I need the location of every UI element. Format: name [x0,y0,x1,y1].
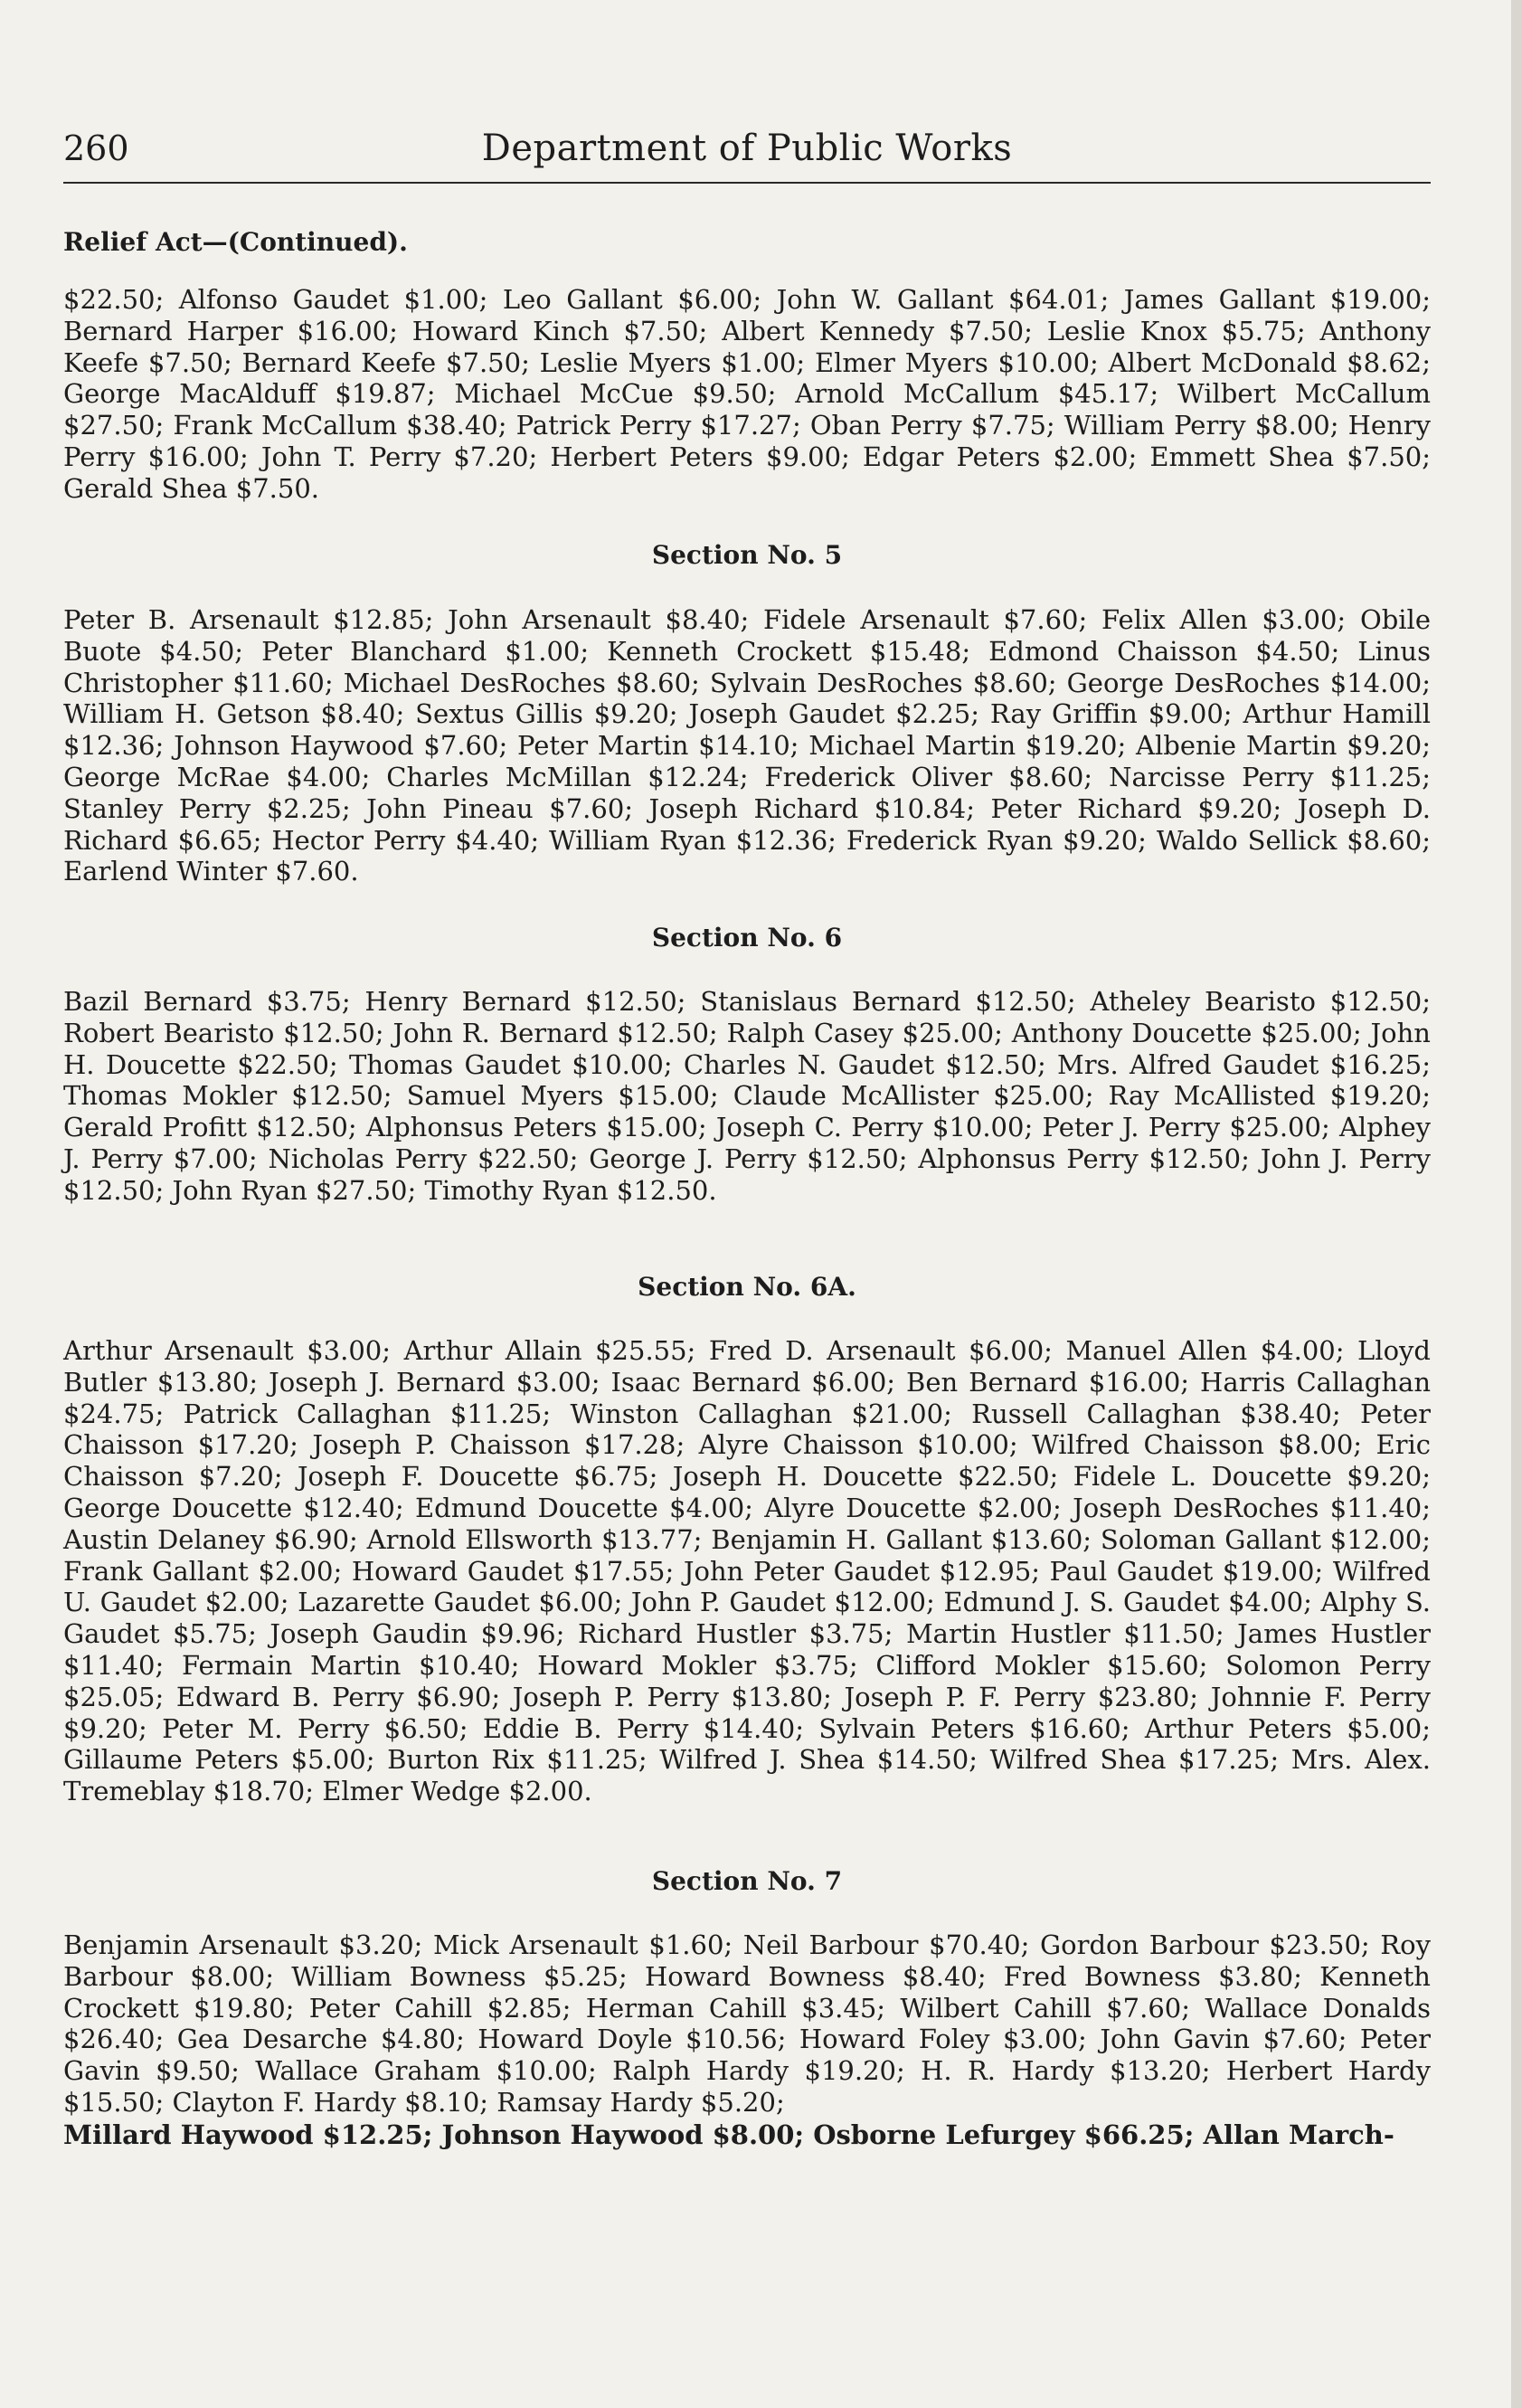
page-edge [1511,0,1522,2408]
act-heading: Relief Act—(Continued). [63,227,408,257]
section-heading-6a: Section No. 6A. [638,1272,856,1302]
section-heading-5: Section No. 5 [651,540,843,570]
section-6-paragraph: Bazil Bernard $3.75; Henry Bernard $12.50; Stanislaus Bernard $12.50; Atheley Bearisto $12.50; Robert Bearisto $12.50; John R. Bernard $12.50; Ralph Casey $25.00; Anthony Doucette $25.00; John H. Doucette $22.50; Thomas Gaudet $10.00; Charles N. Gaudet $12.50; Mrs. Alfred Gaudet $16.25; Thomas Mokler $12.50; Samuel Myers $15.00; Claude McAllister $25.00; Ray McAllisted $19.20; Gerald Profitt $12.50; Alphonsus Peters $15.00; Joseph C. Perry $10.00; Peter J. Perry $25.00; Alphey J. Perry $7.00; Nicholas Perry $22.50; George J. Perry $12.50; Alphonsus Perry $12.50; John J. Perry $12.50; John Ryan $27.50; Timothy Ryan $12.50. [63,986,1431,1206]
section-7-paragraph: Benjamin Arsenault $3.20; Mick Arsenault $1.60; Neil Barbour $70.40; Gordon Barbour $23.50; Roy Barbour $8.00; William Bowness $5.25; Howard Bowness $8.40; Fred Bowness $3.80; Kenneth Crockett $19.80; Peter Cahill $2.85; Herman Cahill $3.45; Wilbert Cahill $7.60; Wallace Donalds $26.40; Gea Desarche $4.80; Howard Doyle $10.56; Howard Foley $3.00; John Gavin $7.60; Peter Gavin $9.50; Wallace Graham $10.00; Ralph Hardy $19.20; H. R. Hardy $13.20; Herbert Hardy $15.50; Clayton F. Hardy $8.10; Ramsay Hardy $5.20; [63,1929,1431,2118]
page-header [63,122,1431,175]
running-title: Department of Public Works [481,128,1013,169]
page-number: 260 [63,128,129,168]
section-7-last-line: Millard Haywood $12.25; Johnson Haywood $8.00; Osborne Lefurgey $66.25; Allan March- [63,2119,1394,2150]
section-heading-7: Section No. 7 [651,1866,843,1896]
intro-paragraph: $22.50; Alfonso Gaudet $1.00; Leo Gallant $6.00; John W. Gallant $64.01; James Gallant $19.00; Bernard Harper $16.00; Howard Kinch $7.50; Albert Kennedy $7.50; Leslie Knox $5.75; Anthony Keefe $7.50; Bernard Keefe $7.50; Leslie Myers $1.00; Elmer Myers $10.00; Albert McDonald $8.62; George MacAlduff $19.87; Michael McCue $9.50; Arnold McCallum $45.17; Wilbert McCallum $27.50; Frank McCallum $38.40; Patrick Perry $17.27; Oban Perry $7.75; William Perry $8.00; Henry Perry $16.00; John T. Perry $7.20; Herbert Peters $9.00; Edgar Peters $2.00; Emmett Shea $7.50; Gerald Shea $7.50. [63,284,1431,504]
section-heading-6: Section No. 6 [651,923,843,953]
header-rule [63,182,1431,184]
section-5-paragraph: Peter B. Arsenault $12.85; John Arsenault $8.40; Fidele Arsenault $7.60; Felix Allen $3.00; Obile Buote $4.50; Peter Blanchard $1.00; Kenneth Crockett $15.48; Edmond Chaisson $4.50; Linus Christopher $11.60; Michael DesRoches $8.60; Sylvain DesRoches $8.60; George DesRoches $14.00; William H. Getson $8.40; Sextus Gillis $9.20; Joseph Gaudet $2.25; Ray Griffin $9.00; Arthur Hamill $12.36; Johnson Haywood $7.60; Peter Martin $14.10; Michael Martin $19.20; Albenie Martin $9.20; George McRae $4.00; Charles McMillan $12.24; Frederick Oliver $8.60; Narcisse Perry $11.25; Stanley Perry $2.25; John Pineau $7.60; Joseph Richard $10.84; Peter Richard $9.20; Joseph D. Richard $6.65; Hector Perry $4.40; William Ryan $12.36; Frederick Ryan $9.20; Waldo Sellick $8.60; Earlend Winter $7.60. [63,604,1431,887]
section-6a-paragraph: Arthur Arsenault $3.00; Arthur Allain $25.55; Fred D. Arsenault $6.00; Manuel Allen $4.00; Lloyd Butler $13.80; Joseph J. Bernard $3.00; Isaac Bernard $6.00; Ben Bernard $16.00; Harris Callaghan $24.75; Patrick Callaghan $11.25; Winston Callaghan $21.00; Russell Callaghan $38.40; Peter Chaisson $17.20; Joseph P. Chaisson $17.28; Alyre Chaisson $10.00; Wilfred Chaisson $8.00; Eric Chaisson $7.20; Joseph F. Doucette $6.75; Joseph H. Doucette $22.50; Fidele L. Doucette $9.20; George Doucette $12.40; Edmund Doucette $4.00; Alyre Doucette $2.00; Joseph DesRoches $11.40; Austin Delaney $6.90; Arnold Ellsworth $13.77; Benjamin H. Gallant $13.60; Soloman Gallant $12.00; Frank Gallant $2.00; Howard Gaudet $17.55; John Peter Gaudet $12.95; Paul Gaudet $19.00; Wilfred U. Gaudet $2.00; Lazarette Gaudet $6.00; John P. Gaudet $12.00; Edmund J. S. Gaudet $4.00; Alphy S. Gaudet $5.75; Joseph Gaudin $9.96; Richard Hustler $3.75; Martin Hustler $11.50; James Hustler $11.40; Fermain Martin $10.40; Howard Mokler $3.75; Clifford Mokler $15.60; Solomon Perry $25.05; Edward B. Perry $6.90; Joseph P. Perry $13.80; Joseph P. F. Perry $23.80; Johnnie F. Perry $9.20; Peter M. Perry $6.50; Eddie B. Perry $14.40; Sylvain Peters $16.60; Arthur Peters $5.00; Gillaume Peters $5.00; Burton Rix $11.25; Wilfred J. Shea $14.50; Wilfred Shea $17.25; Mrs. Alex. Tremeblay $18.70; Elmer Wedge $2.00. [63,1335,1431,1807]
